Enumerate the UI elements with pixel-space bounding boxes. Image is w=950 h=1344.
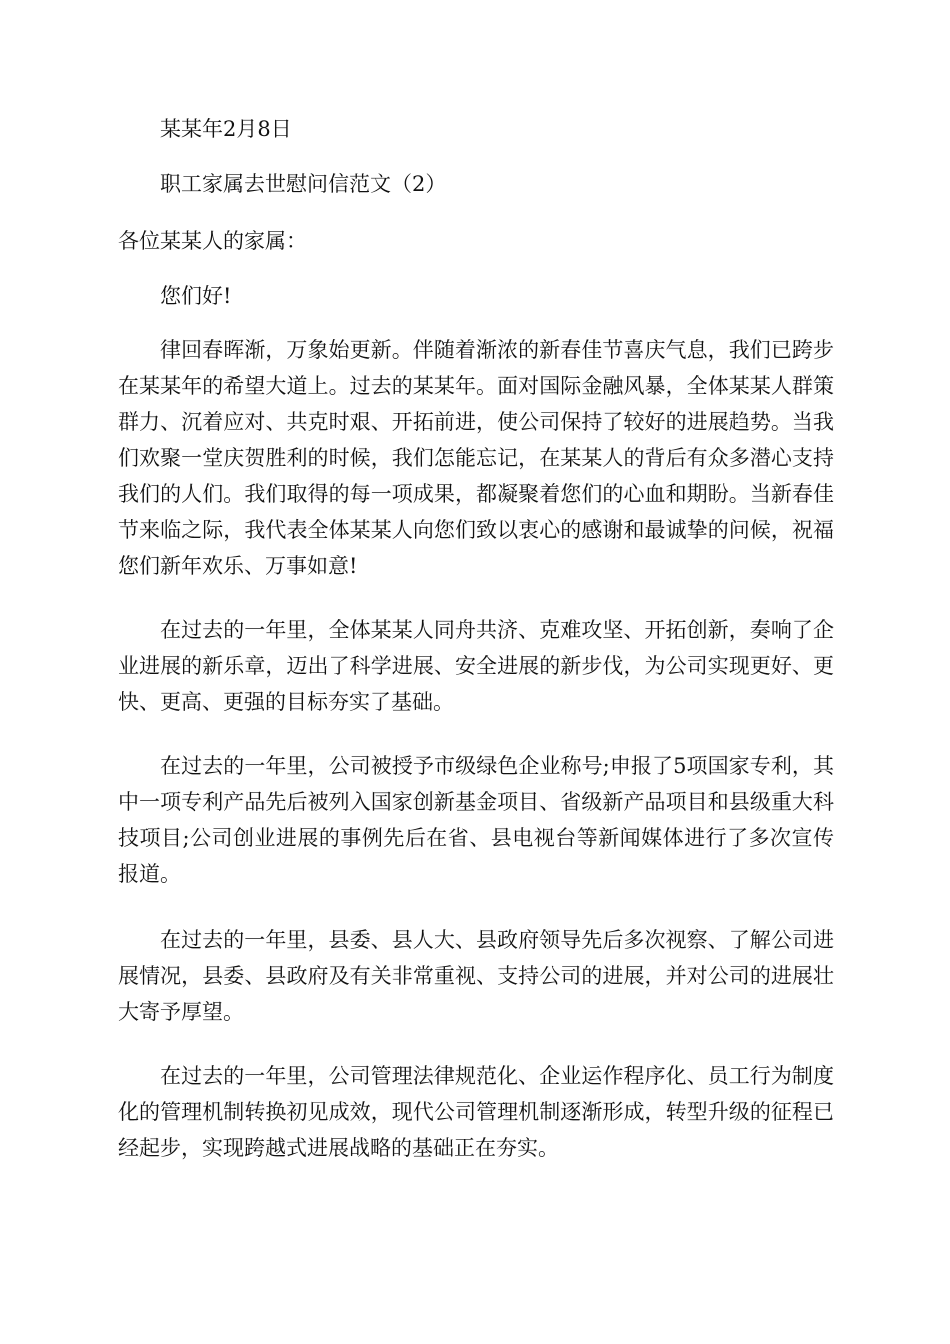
date-line: 某某年2月8日	[160, 117, 292, 141]
document-title: 职工家属去世慰问信范文（2）	[160, 172, 447, 196]
paragraph-5: 在过去的一年里，公司管理法律规范化、企业运作程序化、员工行为制度化的管理机制转换初见成效，现代公司管理机制逐渐形成，转型升级的征程已经起步，实现跨越式进展战略的基础正在夯实。	[118, 1064, 834, 1160]
paragraph-1: 律回春晖渐，万象始更新。伴随着渐浓的新春佳节喜庆气息，我们已跨步在某某年的希望大道上。过去的某某年。面对国际金融风暴，全体某某人群策群力、沉着应对、共克时艰、开拓前进，使公司保持了较好的进展趋势。当我们欢聚一堂庆贺胜利的时候，我们怎能忘记，在某某人的背后有众多潜心支持我们的人们。我们取得的每一项成果，都凝聚着您们的心血和期盼。当新春佳节来临之际，我代表全体某某人向您们致以衷心的感谢和最诚挚的问候，祝福您们新年欢乐、万事如意!	[118, 338, 834, 578]
paragraph-3: 在过去的一年里，公司被授予市级绿色企业称号;申报了5项国家专利，其中一项专利产品先后被列入国家创新基金项目、省级新产品项目和县级重大科技项目;公司创业进展的事例先后在省、县电视台等新闻媒体进行了多次宣传报道。	[118, 754, 834, 886]
greeting: 您们好!	[160, 284, 232, 308]
paragraph-2: 在过去的一年里，全体某某人同舟共济、克难攻坚、开拓创新，奏响了企业进展的新乐章，迈出了科学进展、安全进展的新步伐，为公司实现更好、更快、更高、更强的目标夯实了基础。	[118, 618, 834, 714]
paragraph-4: 在过去的一年里，县委、县人大、县政府领导先后多次视察、了解公司进展情况，县委、县政府及有关非常重视、支持公司的进展，并对公司的进展壮大寄予厚望。	[118, 928, 834, 1024]
salutation: 各位某某人的家属：	[118, 229, 307, 253]
